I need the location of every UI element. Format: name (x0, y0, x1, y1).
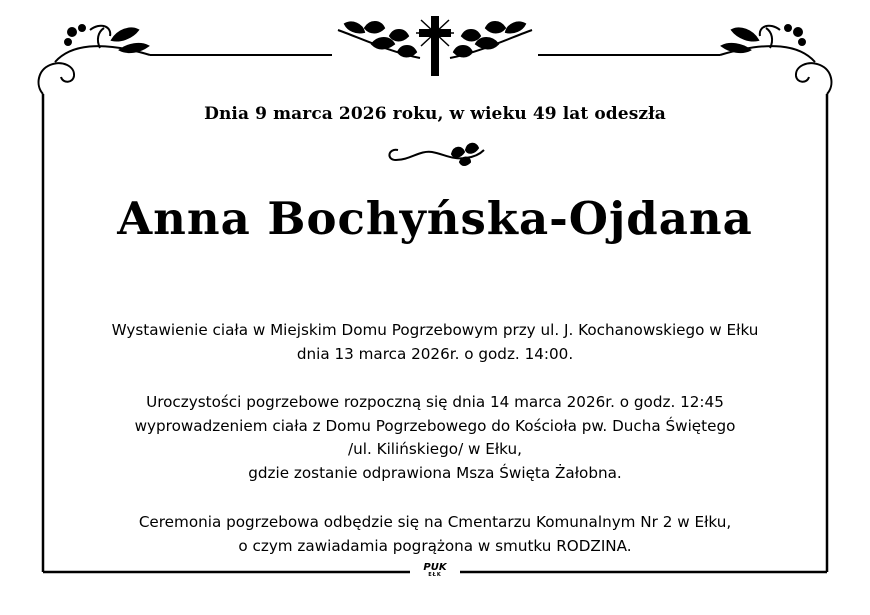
text-line: Uroczystości pogrzebowe rozpoczną się dnia 14 marca 2026r. o godz. 12:45 (146, 393, 724, 411)
text-line: /ul. Kilińskiego/ w Ełku, (348, 440, 522, 458)
laurel-icon (338, 22, 420, 58)
laurel-icon (450, 22, 532, 58)
cross-icon (416, 16, 454, 76)
burial-info-paragraph (40, 511, 830, 558)
text-line: wyprowadzeniem ciała z Domu Pogrzebowego do Kościoła pw. Ducha Świętego (134, 416, 736, 435)
funeral-ceremony-paragraph (40, 391, 830, 485)
leaf-ornament-icon (389, 144, 484, 165)
frame-border (43, 55, 827, 572)
text-line: gdzie zostanie odprawiona Msza Święta Żałobna. (248, 463, 622, 482)
text-line: dnia 13 marca 2026r. o godz. 14:00. (296, 344, 574, 363)
text-line: Wystawienie ciała w Miejskim Domu Pogrzebowym przy ul. J. Kochanowskiego w Ełku (111, 321, 759, 339)
text-line: Ceremonia pogrzebowa odbędzie się na Cmentarzu Komunalnym Nr 2 w Ełku, (138, 513, 732, 531)
puk-logo (415, 563, 455, 578)
death-announcement-headline: Dnia 9 marca 2026 roku, w wieku 49 lat odeszła (204, 104, 666, 124)
logo-sub-text: EŁK (428, 572, 442, 578)
flourish-icon (720, 25, 831, 94)
flourish-icon (39, 25, 150, 94)
viewing-info-paragraph (40, 319, 830, 366)
text-line: o czym zawiadamia pogrążona w smutku RODZINA. (238, 536, 632, 555)
logo-main-text: PUK (423, 562, 447, 573)
deceased-name: Anna Bochyńska-Ojdana (117, 192, 753, 245)
